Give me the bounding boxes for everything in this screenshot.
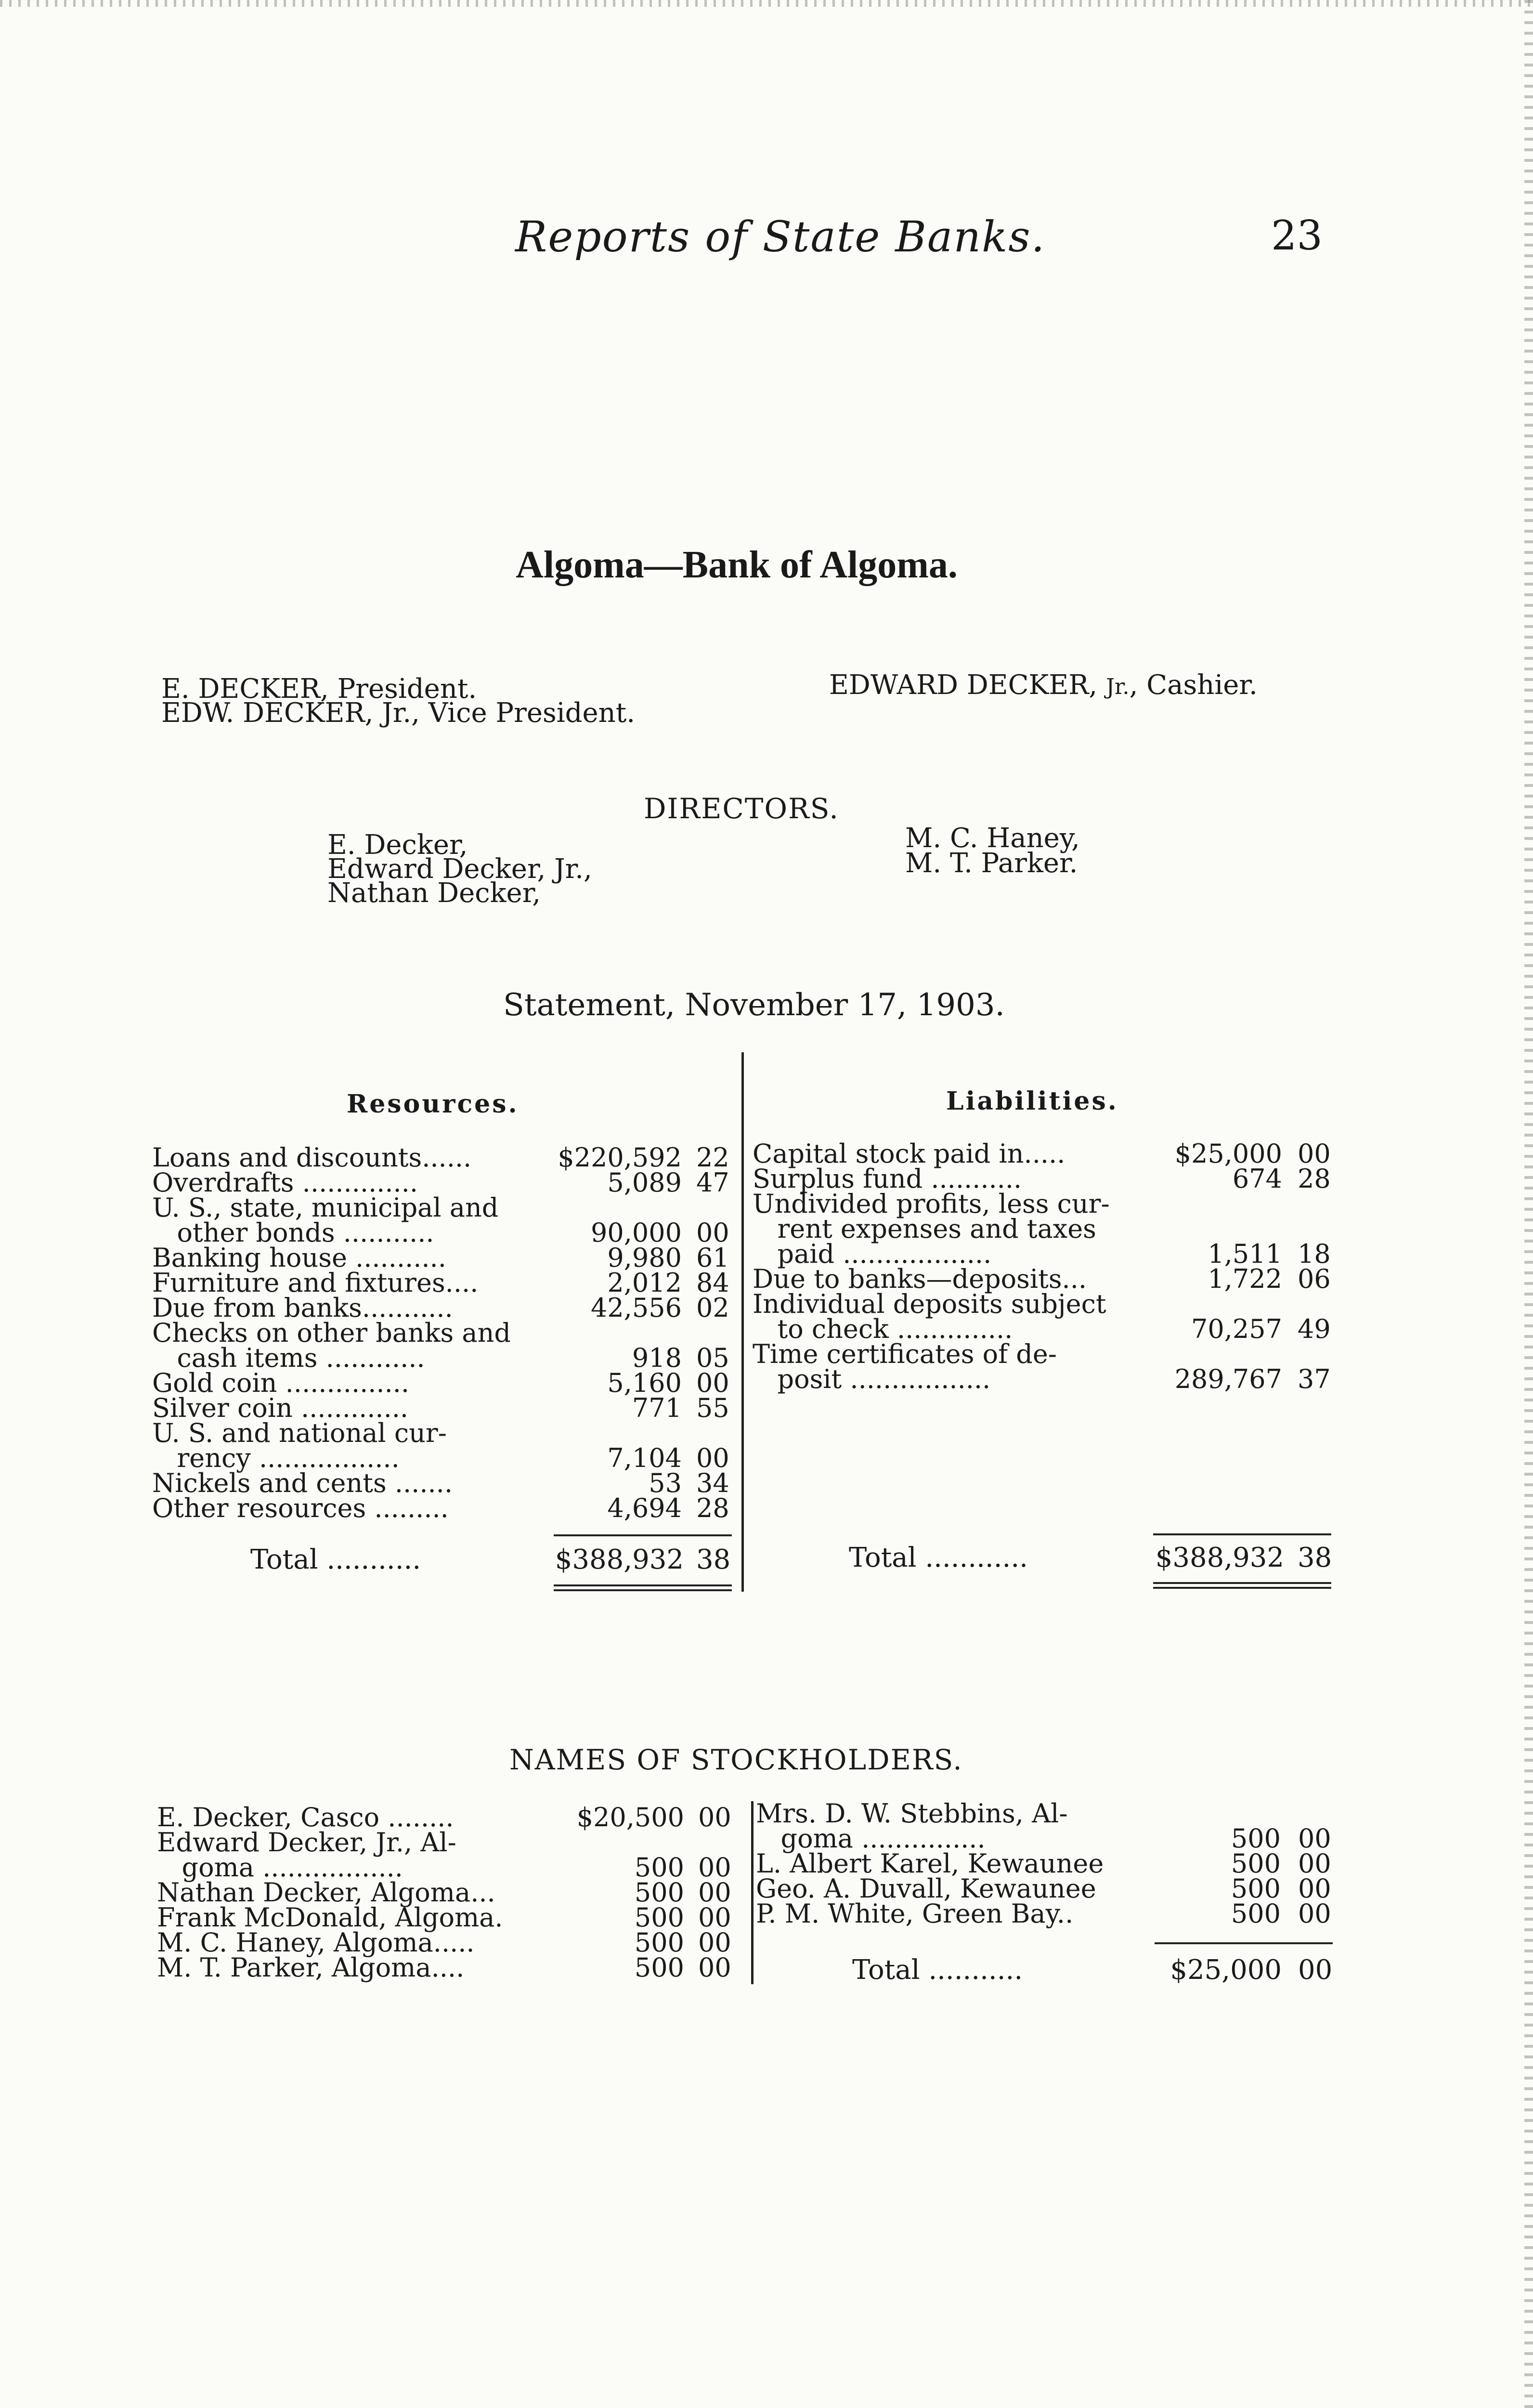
stockholder-right-row: [756, 1898, 1343, 1929]
stockholder-left-label: Edward Decker, Jr., Al-: [157, 1827, 456, 1858]
resource-row: [152, 1368, 735, 1398]
director-left-3: Nathan Decker,: [327, 877, 541, 909]
resource-dollars: 7,104: [607, 1443, 682, 1473]
liabilities-heading: Liabilities.: [946, 1086, 1118, 1116]
stockholders-heading: NAMES OF STOCKHOLDERS.: [509, 1743, 963, 1776]
stockholder-right-row: [756, 1798, 1343, 1829]
stockholder-left-row: [157, 1877, 744, 1908]
resource-cents: 05: [696, 1343, 729, 1373]
stockholders-total-label: Total ...........: [852, 1954, 1023, 1986]
resource-row: [152, 1493, 735, 1523]
stockholder-left-cents: 00: [698, 1877, 731, 1908]
liability-cents: 00: [1298, 1139, 1331, 1169]
liability-label: to check ..............: [753, 1314, 1013, 1344]
stockholder-left-cents: 00: [698, 1927, 731, 1958]
stockholder-right-label: L. Albert Karel, Kewaunee: [756, 1848, 1104, 1879]
resource-row: [152, 1167, 735, 1198]
resource-label: Furniture and fixtures....: [152, 1268, 479, 1298]
director-right-1: M. C. Haney,: [905, 823, 1080, 854]
stockholder-left-row: [157, 1802, 744, 1832]
resource-label: rency .................: [152, 1443, 400, 1473]
stockholder-right-dollars: 500: [1231, 1823, 1281, 1854]
stockholders-total-cents: 00: [1298, 1954, 1333, 1986]
resource-cents: 22: [696, 1142, 729, 1173]
resource-dollars: 5,089: [607, 1167, 682, 1198]
liability-cents: 18: [1298, 1239, 1331, 1269]
officer-vice-president: EDW. DECKER, Jr., Vice President.: [161, 697, 635, 729]
liabilities-total-cents: 38: [1298, 1542, 1332, 1573]
stockholders-left-table: [157, 1802, 744, 1983]
resources-total-cents: 38: [696, 1544, 731, 1575]
director-left-1: E. Decker,: [327, 829, 468, 861]
stockholder-right-cents: 00: [1298, 1873, 1331, 1904]
liability-row: [753, 1289, 1340, 1319]
column-divider: [741, 1052, 744, 1592]
liability-dollars: 289,767: [1174, 1364, 1282, 1394]
stockholder-right-cents: 00: [1298, 1898, 1331, 1929]
liabilities-total-rule: [1153, 1533, 1331, 1535]
liabilities-total-amount: $388,932: [1155, 1542, 1284, 1573]
resources-double-rule: [554, 1584, 732, 1591]
resource-row: [152, 1343, 735, 1373]
resource-label: other bonds ...........: [152, 1217, 434, 1248]
stockholder-left-label: M. T. Parker, Algoma....: [157, 1952, 465, 1983]
scan-right-edge: [1524, 0, 1533, 2408]
liability-dollars: 674: [1232, 1164, 1282, 1194]
resource-dollars: 53: [649, 1468, 682, 1498]
stockholder-right-dollars: 500: [1231, 1873, 1281, 1904]
liability-row: [753, 1191, 1340, 1217]
stockholder-right-label: goma ...............: [756, 1823, 986, 1854]
stockholder-left-label: Frank McDonald, Algoma.: [157, 1902, 503, 1933]
stockholder-left-dollars: 500: [634, 1927, 684, 1958]
liability-cents: 06: [1298, 1264, 1331, 1294]
statement-date: Statement, November 17, 1903.: [503, 987, 1005, 1023]
liability-label: paid ..................: [753, 1239, 992, 1269]
resource-cents: 47: [696, 1167, 729, 1198]
resource-label: cash items ............: [152, 1343, 425, 1373]
liabilities-table: [753, 1141, 1340, 1392]
scan-top-edge: [0, 0, 1533, 7]
resources-total-amount: $388,932: [555, 1544, 684, 1575]
resource-label: Checks on other banks and: [152, 1318, 511, 1348]
bank-title: Algoma—Bank of Algoma.: [516, 544, 958, 586]
liability-label: Surplus fund ...........: [753, 1164, 1022, 1194]
liabilities-total-label: Total ............: [849, 1542, 1028, 1573]
resource-row: [152, 1318, 735, 1348]
stockholder-left-cents: 00: [698, 1952, 731, 1983]
resource-dollars: 5,160: [607, 1368, 682, 1398]
resource-label: Due from banks...........: [152, 1293, 453, 1323]
resource-cents: 00: [696, 1217, 729, 1248]
resource-cents: 00: [696, 1368, 729, 1398]
officer-president: E. DECKER, President.: [161, 673, 477, 705]
stockholder-left-cents: 00: [698, 1802, 731, 1832]
liability-label: Time certificates of de-: [753, 1339, 1057, 1369]
liability-label: Due to banks—deposits...: [753, 1264, 1087, 1294]
cashier-suffix: Jr.: [1105, 674, 1130, 699]
resource-row: [152, 1142, 735, 1173]
liabilities-double-rule: [1153, 1582, 1331, 1589]
resource-label: Nickels and cents .......: [152, 1468, 453, 1498]
resource-cents: 55: [696, 1393, 729, 1423]
resource-cents: 02: [696, 1293, 729, 1323]
stockholder-left-label: E. Decker, Casco ........: [157, 1802, 454, 1832]
resource-row: [152, 1217, 735, 1248]
stockholder-right-row: [756, 1873, 1343, 1904]
stockholders-total-amount: $25,000: [1170, 1954, 1282, 1986]
liability-dollars: 1,511: [1208, 1239, 1282, 1269]
liability-row: [753, 1214, 1340, 1244]
resource-row: [152, 1243, 735, 1273]
page-number: 23: [1271, 212, 1323, 259]
cashier-title: , Cashier.: [1129, 669, 1258, 701]
liability-row: [753, 1314, 1340, 1344]
stockholder-right-row: [756, 1823, 1343, 1854]
stockholder-left-dollars: 500: [634, 1877, 684, 1908]
stockholder-left-cents: 00: [698, 1902, 731, 1933]
resource-row: [152, 1418, 735, 1448]
liability-cents: 28: [1298, 1164, 1331, 1194]
resource-label: U. S., state, municipal and: [152, 1192, 499, 1223]
stockholder-left-label: M. C. Haney, Algoma.....: [157, 1927, 475, 1958]
directors-heading: DIRECTORS.: [644, 792, 839, 825]
director-left-2: Edward Decker, Jr.,: [327, 853, 592, 885]
liability-row: [753, 1239, 1340, 1269]
stockholder-right-cents: 00: [1298, 1848, 1331, 1879]
cashier-name: EDWARD DECKER,: [829, 669, 1106, 701]
liability-label: Individual deposits subject: [753, 1289, 1106, 1319]
director-right-2: M. T. Parker.: [905, 848, 1078, 879]
resources-heading: Resources.: [347, 1089, 519, 1119]
liability-label: posit .................: [753, 1364, 991, 1394]
stockholder-right-row: [756, 1848, 1343, 1879]
stockholder-left-label: Nathan Decker, Algoma...: [157, 1877, 495, 1908]
officer-cashier: [829, 669, 1258, 701]
stockholder-right-dollars: 500: [1231, 1898, 1281, 1929]
resource-cents: 84: [696, 1268, 729, 1298]
stockholders-divider: [751, 1801, 754, 1984]
resource-dollars: 771: [632, 1393, 682, 1423]
stockholder-left-label: goma .................: [157, 1852, 403, 1883]
resource-label: Gold coin ...............: [152, 1368, 410, 1398]
liability-label: Capital stock paid in.....: [753, 1139, 1065, 1169]
stockholder-right-cents: 00: [1298, 1823, 1331, 1854]
liability-row: [753, 1364, 1340, 1394]
resource-label: Loans and discounts......: [152, 1142, 472, 1173]
liability-dollars: 1,722: [1208, 1264, 1282, 1294]
stockholders-right-table: [756, 1798, 1343, 1929]
liability-dollars: 70,257: [1191, 1314, 1282, 1344]
liability-row: [753, 1264, 1340, 1294]
liability-dollars: $25,000: [1174, 1139, 1282, 1169]
resource-row: [152, 1468, 735, 1498]
liability-row: [753, 1339, 1340, 1369]
resources-total-label: Total ...........: [250, 1544, 421, 1575]
resource-label: Silver coin .............: [152, 1393, 409, 1423]
stockholder-left-dollars: 500: [634, 1952, 684, 1983]
stockholder-left-row: [157, 1902, 744, 1933]
resource-dollars: 42,556: [591, 1293, 682, 1323]
resource-cents: 34: [696, 1468, 729, 1498]
liability-cents: 49: [1298, 1314, 1331, 1344]
resource-dollars: 90,000: [591, 1217, 682, 1248]
stockholder-left-row: [157, 1952, 744, 1983]
stockholder-left-cents: 00: [698, 1852, 731, 1883]
stockholders-total-rule: [1155, 1942, 1333, 1944]
liability-label: rent expenses and taxes: [753, 1214, 1096, 1244]
stockholder-right-label: P. M. White, Green Bay..: [756, 1898, 1074, 1929]
liability-row: [753, 1164, 1340, 1194]
stockholder-right-dollars: 500: [1231, 1848, 1281, 1879]
resources-table: [152, 1142, 735, 1523]
resource-row: [152, 1443, 735, 1473]
resource-row: [152, 1270, 735, 1296]
resource-cents: 28: [696, 1493, 729, 1523]
resource-row: [152, 1293, 735, 1323]
resources-total-rule: [554, 1534, 732, 1536]
resource-dollars: 9,980: [607, 1243, 682, 1273]
resource-label: U. S. and national cur-: [152, 1418, 447, 1448]
resource-dollars: 918: [632, 1343, 682, 1373]
resource-dollars: $220,592: [558, 1142, 682, 1173]
resource-row: [152, 1393, 735, 1423]
resource-dollars: 2,012: [607, 1268, 682, 1298]
resource-row: [152, 1192, 735, 1223]
resource-cents: 00: [696, 1443, 729, 1473]
resource-label: Other resources .........: [152, 1493, 449, 1523]
resource-label: Banking house ...........: [152, 1243, 446, 1273]
liability-label: Undivided profits, less cur-: [753, 1189, 1110, 1219]
resource-label: Overdrafts ..............: [152, 1167, 418, 1198]
liability-cents: 37: [1298, 1364, 1331, 1394]
stockholder-left-dollars: 500: [634, 1902, 684, 1933]
stockholder-right-label: Geo. A. Duvall, Kewaunee: [756, 1873, 1096, 1904]
stockholder-left-row: [157, 1852, 744, 1883]
stockholder-left-dollars: 500: [634, 1852, 684, 1883]
resource-cents: 61: [696, 1243, 729, 1273]
running-title: Reports of State Banks.: [515, 212, 1046, 262]
stockholder-right-label: Mrs. D. W. Stebbins, Al-: [756, 1798, 1068, 1829]
liability-row: [753, 1139, 1340, 1169]
stockholder-left-row: [157, 1927, 744, 1958]
stockholder-left-dollars: $20,500: [576, 1802, 684, 1832]
resource-dollars: 4,694: [607, 1493, 682, 1523]
stockholder-left-row: [157, 1827, 744, 1858]
